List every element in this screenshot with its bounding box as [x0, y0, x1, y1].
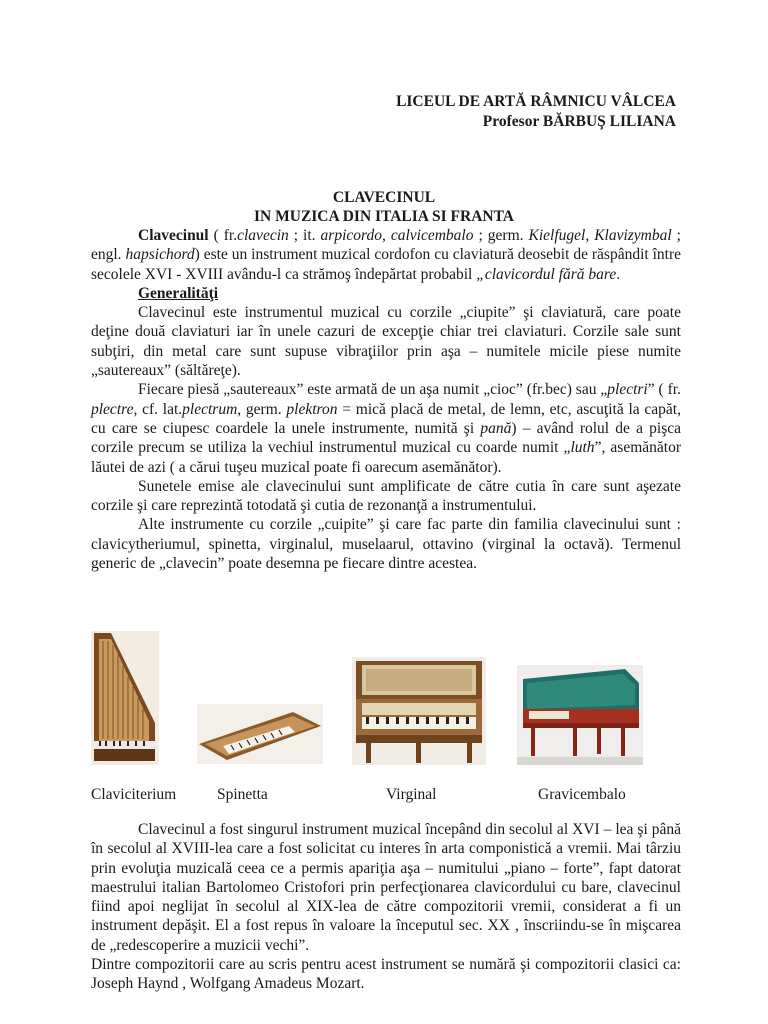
caption-virginal: Virginal	[386, 786, 437, 803]
paragraph-1: Clavecinul este instrumentul muzical cu corzile „ciupite” şi claviatură, care poate deţine două claviaturi iar în unele cazuri de excepţie chiar trei claviaturi. Corzile sale sunt subţiri, din metal care sunt supuse vibraţiilor prin aşa – numitele micile piese numite „sautereaux” (săltăreţe).	[91, 304, 681, 380]
intro-germ: Kielfugel, Klavizymbal	[528, 227, 672, 244]
paragraph-6: Dintre compozitorii care au scris pentru acest instrument se numără şi compozitorii clasici ca: Joseph Haynd , Wolfgang Amadeus Mozart.	[91, 956, 681, 993]
paragraph-5: Clavecinul a fost singurul instrument muzical începând din secolul al XVI – lea şi până în secolul al XVIII-lea care a fost solicitat cu interes în arta componistică a vremii. Mai târziu prin evoluţia muzicală ceea ce a permis apariţia aşa – numitului „piano – forte”, fapt datorat maestrului italian Bartolomeo Cristofori prin perfecţionarea clavicordului cu bare, clavecinul fiind apoi neglijat în secolul al XIX-lea de către compozitorii vremii, considerat a fi un instrument depăşit. El a fost repus în valoare la începutul sec. XX , înscriindu-se în mişcarea de „redescoperire a muzicii vechi”.	[91, 821, 681, 954]
school-name: LICEUL DE ARTĂ RÂMNICU VÂLCEA	[396, 93, 676, 110]
p2-plektron: plektron	[286, 400, 338, 418]
p2-text-7: ”, asemănător lăutei de azi ( a cărui tuşeu muzical poate fi oarecum asemănător).	[91, 439, 681, 476]
paragraph-4: Alte instrumente cu corzile „cuipite” şi care fac parte din familia clavecinului sunt : clavicytheriumul, spinetta, virginalul, muselaarul, ottavino (virginal la octavă). Termenul generic de „clavecin” poate desemna pe fiecare dintre acestea.	[91, 516, 681, 573]
p2-text-5: = mică placă de metal, de lemn, etc, ascuţită la capăt, cu care se ciupesc coardele la unele instrumente, numită şi	[91, 400, 681, 437]
virginal-image	[352, 657, 486, 765]
p2-plectre: plectre,	[91, 400, 138, 418]
p2-plectrum: plectrum	[182, 400, 238, 418]
title-line-1: CLAVECINUL	[332, 189, 436, 206]
p2-text-3: cf. lat.	[137, 400, 183, 418]
document-title	[0, 188, 768, 226]
intro-engl: hapsichord	[125, 246, 195, 264]
intro-text-3: ; germ.	[473, 227, 529, 244]
p2-text-4: , germ.	[237, 400, 287, 418]
title-line-2: IN MUZICA DIN ITALIA SI FRANTA	[254, 208, 514, 225]
body-text-bottom	[91, 820, 681, 994]
spinetta-image	[197, 704, 323, 764]
p2-text-6: ) – având rolul de a pişca corzile precum se utiliza la vechiul instrumentul muzical cu coarde numit „	[91, 419, 681, 457]
intro-paragraph	[91, 226, 681, 284]
claviciterium-image	[91, 631, 159, 765]
body-text-top	[91, 226, 681, 573]
paragraph-2	[91, 380, 681, 476]
p2-text-1: Fiecare piesă „sautereaux” este armată de un aşa numit „cioc” (fr.bec) sau „	[138, 381, 608, 399]
caption-claviciterium: Claviciterium	[91, 786, 177, 803]
gravicembalo-image	[517, 665, 643, 765]
intro-text-5: ) este un instrument muzical cordofon cu claviatură deosebit de răspândit între secolele XVI - XVIII avându-l ca strămoş îndepărtat probabil	[91, 246, 681, 283]
intro-text-6: .	[616, 265, 621, 283]
intro-text-4: ; engl.	[91, 227, 681, 264]
intro-ancestor: „clavicordul fără bare	[476, 265, 617, 283]
intro-fr: clavecin	[237, 227, 289, 244]
intro-text-2: ; it.	[288, 227, 321, 244]
intro-text-1: ( fr.	[208, 227, 238, 244]
intro-term: Clavecinul	[138, 227, 209, 244]
caption-spinetta: Spinetta	[217, 786, 268, 803]
document-header	[396, 92, 676, 132]
caption-gravicembalo: Gravicembalo	[538, 786, 626, 803]
p2-text-2: ” ( fr.	[647, 381, 681, 399]
p2-plectri: plectri	[607, 381, 648, 399]
teacher-name: Profesor BĂRBUŞ LILIANA	[482, 113, 676, 130]
section-heading: Generalităţi	[138, 284, 219, 302]
p2-luth: luth	[570, 439, 595, 457]
intro-it: arpicordo, calvicembalo	[320, 227, 474, 244]
paragraph-3: Sunetele emise ale clavecinului sunt amplificate de către cutia în care sunt aşezate corzile şi care reprezintă totodată şi cutia de rezonanţă a instrumentului.	[91, 477, 681, 515]
p2-pana: pană	[480, 419, 512, 437]
